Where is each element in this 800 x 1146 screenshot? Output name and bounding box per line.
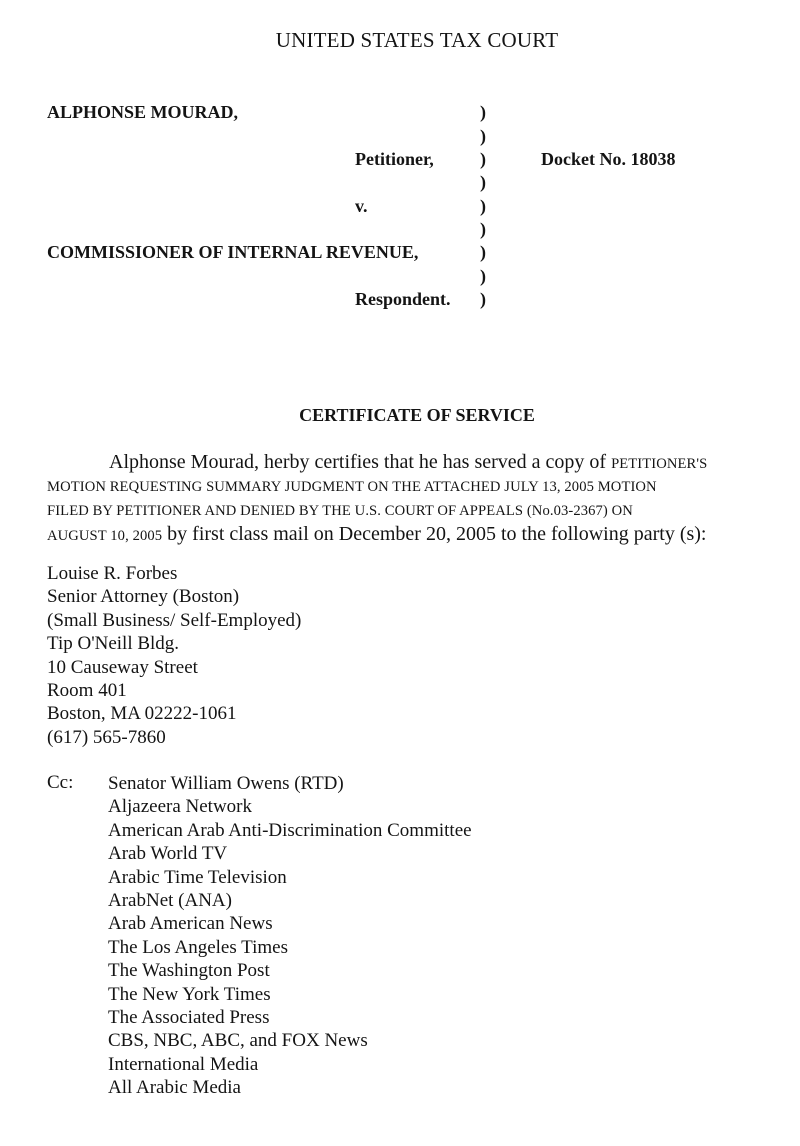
cc-item: The Los Angeles Times: [108, 936, 288, 958]
respondent-name: COMMISSIONER OF INTERNAL REVENUE,: [47, 242, 419, 262]
recipient-street: 10 Causeway Street: [47, 656, 198, 678]
cc-item: The New York Times: [108, 983, 271, 1005]
cc-item: Aljazeera Network: [108, 796, 253, 818]
cc-item: Senator William Owens (RTD): [108, 773, 344, 794]
docket-number: Docket No. 18038: [541, 149, 676, 169]
certificate-text: Alphonse Mourad, herby certifies that he has served a copy of: [109, 451, 612, 473]
respondent-role: Respondent.: [355, 289, 451, 309]
cc-list: [108, 772, 472, 1100]
certificate-line: [47, 451, 769, 476]
motion-title-text: FILED BY PETITIONER AND DENIED BY THE U.S. COURT OF APPEALS (No.03-2367) ON: [47, 502, 633, 519]
cc-item: American Arab Anti-Discrimination Committee: [108, 819, 472, 841]
motion-date-text: AUGUST 10, 2005: [47, 527, 163, 544]
recipient-building: Tip O'Neill Bldg.: [47, 633, 180, 655]
recipient-title: Senior Attorney (Boston): [47, 586, 240, 608]
recipient-name: Louise R. Forbes: [47, 563, 178, 584]
recipient-address: [47, 562, 301, 749]
certificate-line: [47, 523, 769, 548]
cc-item: The Associated Press: [108, 1007, 270, 1029]
petitioner-name: ALPHONSE MOURAD,: [47, 102, 239, 122]
cc-item: Arabic Time Television: [108, 866, 287, 888]
caption-paren: ): [480, 196, 486, 216]
cc-item: The Washington Post: [108, 960, 270, 982]
cc-item: CBS, NBC, ABC, and FOX News: [108, 1030, 368, 1052]
recipient-city: Boston, MA 02222-1061: [47, 703, 237, 725]
recipient-phone: (617) 565-7860: [47, 726, 166, 748]
caption-paren: ): [480, 172, 486, 192]
recipient-room: Room 401: [47, 680, 127, 702]
cc-item: International Media: [108, 1053, 259, 1075]
caption-paren: ): [480, 102, 486, 122]
caption-paren: ): [480, 126, 486, 146]
caption-paren: ): [480, 219, 486, 239]
caption-paren: ): [480, 266, 486, 286]
motion-title-text: MOTION REQUESTING SUMMARY JUDGMENT ON THE ATTACHED JULY 13, 2005 MOTION: [47, 479, 657, 496]
cc-item: All Arabic Media: [108, 1077, 241, 1099]
versus-label: v.: [355, 196, 368, 216]
caption-paren: ): [480, 289, 486, 309]
cc-item: Arab World TV: [108, 843, 228, 865]
petitioner-role: Petitioner,: [355, 149, 434, 169]
motion-title-text: PETITIONER'S: [611, 456, 708, 472]
caption-paren: ): [480, 242, 486, 262]
certificate-body: [47, 451, 769, 548]
certificate-heading: CERTIFICATE OF SERVICE: [299, 405, 535, 425]
cc-item: Arab American News: [108, 913, 273, 935]
caption-paren: ): [480, 149, 486, 169]
cc-item: ArabNet (ANA): [108, 890, 232, 912]
court-title: UNITED STATES TAX COURT: [275, 28, 559, 52]
certificate-text: by first class mail on December 20, 2005 to the following party (s):: [162, 522, 707, 545]
recipient-division: (Small Business/ Self-Employed): [47, 609, 302, 631]
cc-label: Cc:: [47, 772, 74, 793]
